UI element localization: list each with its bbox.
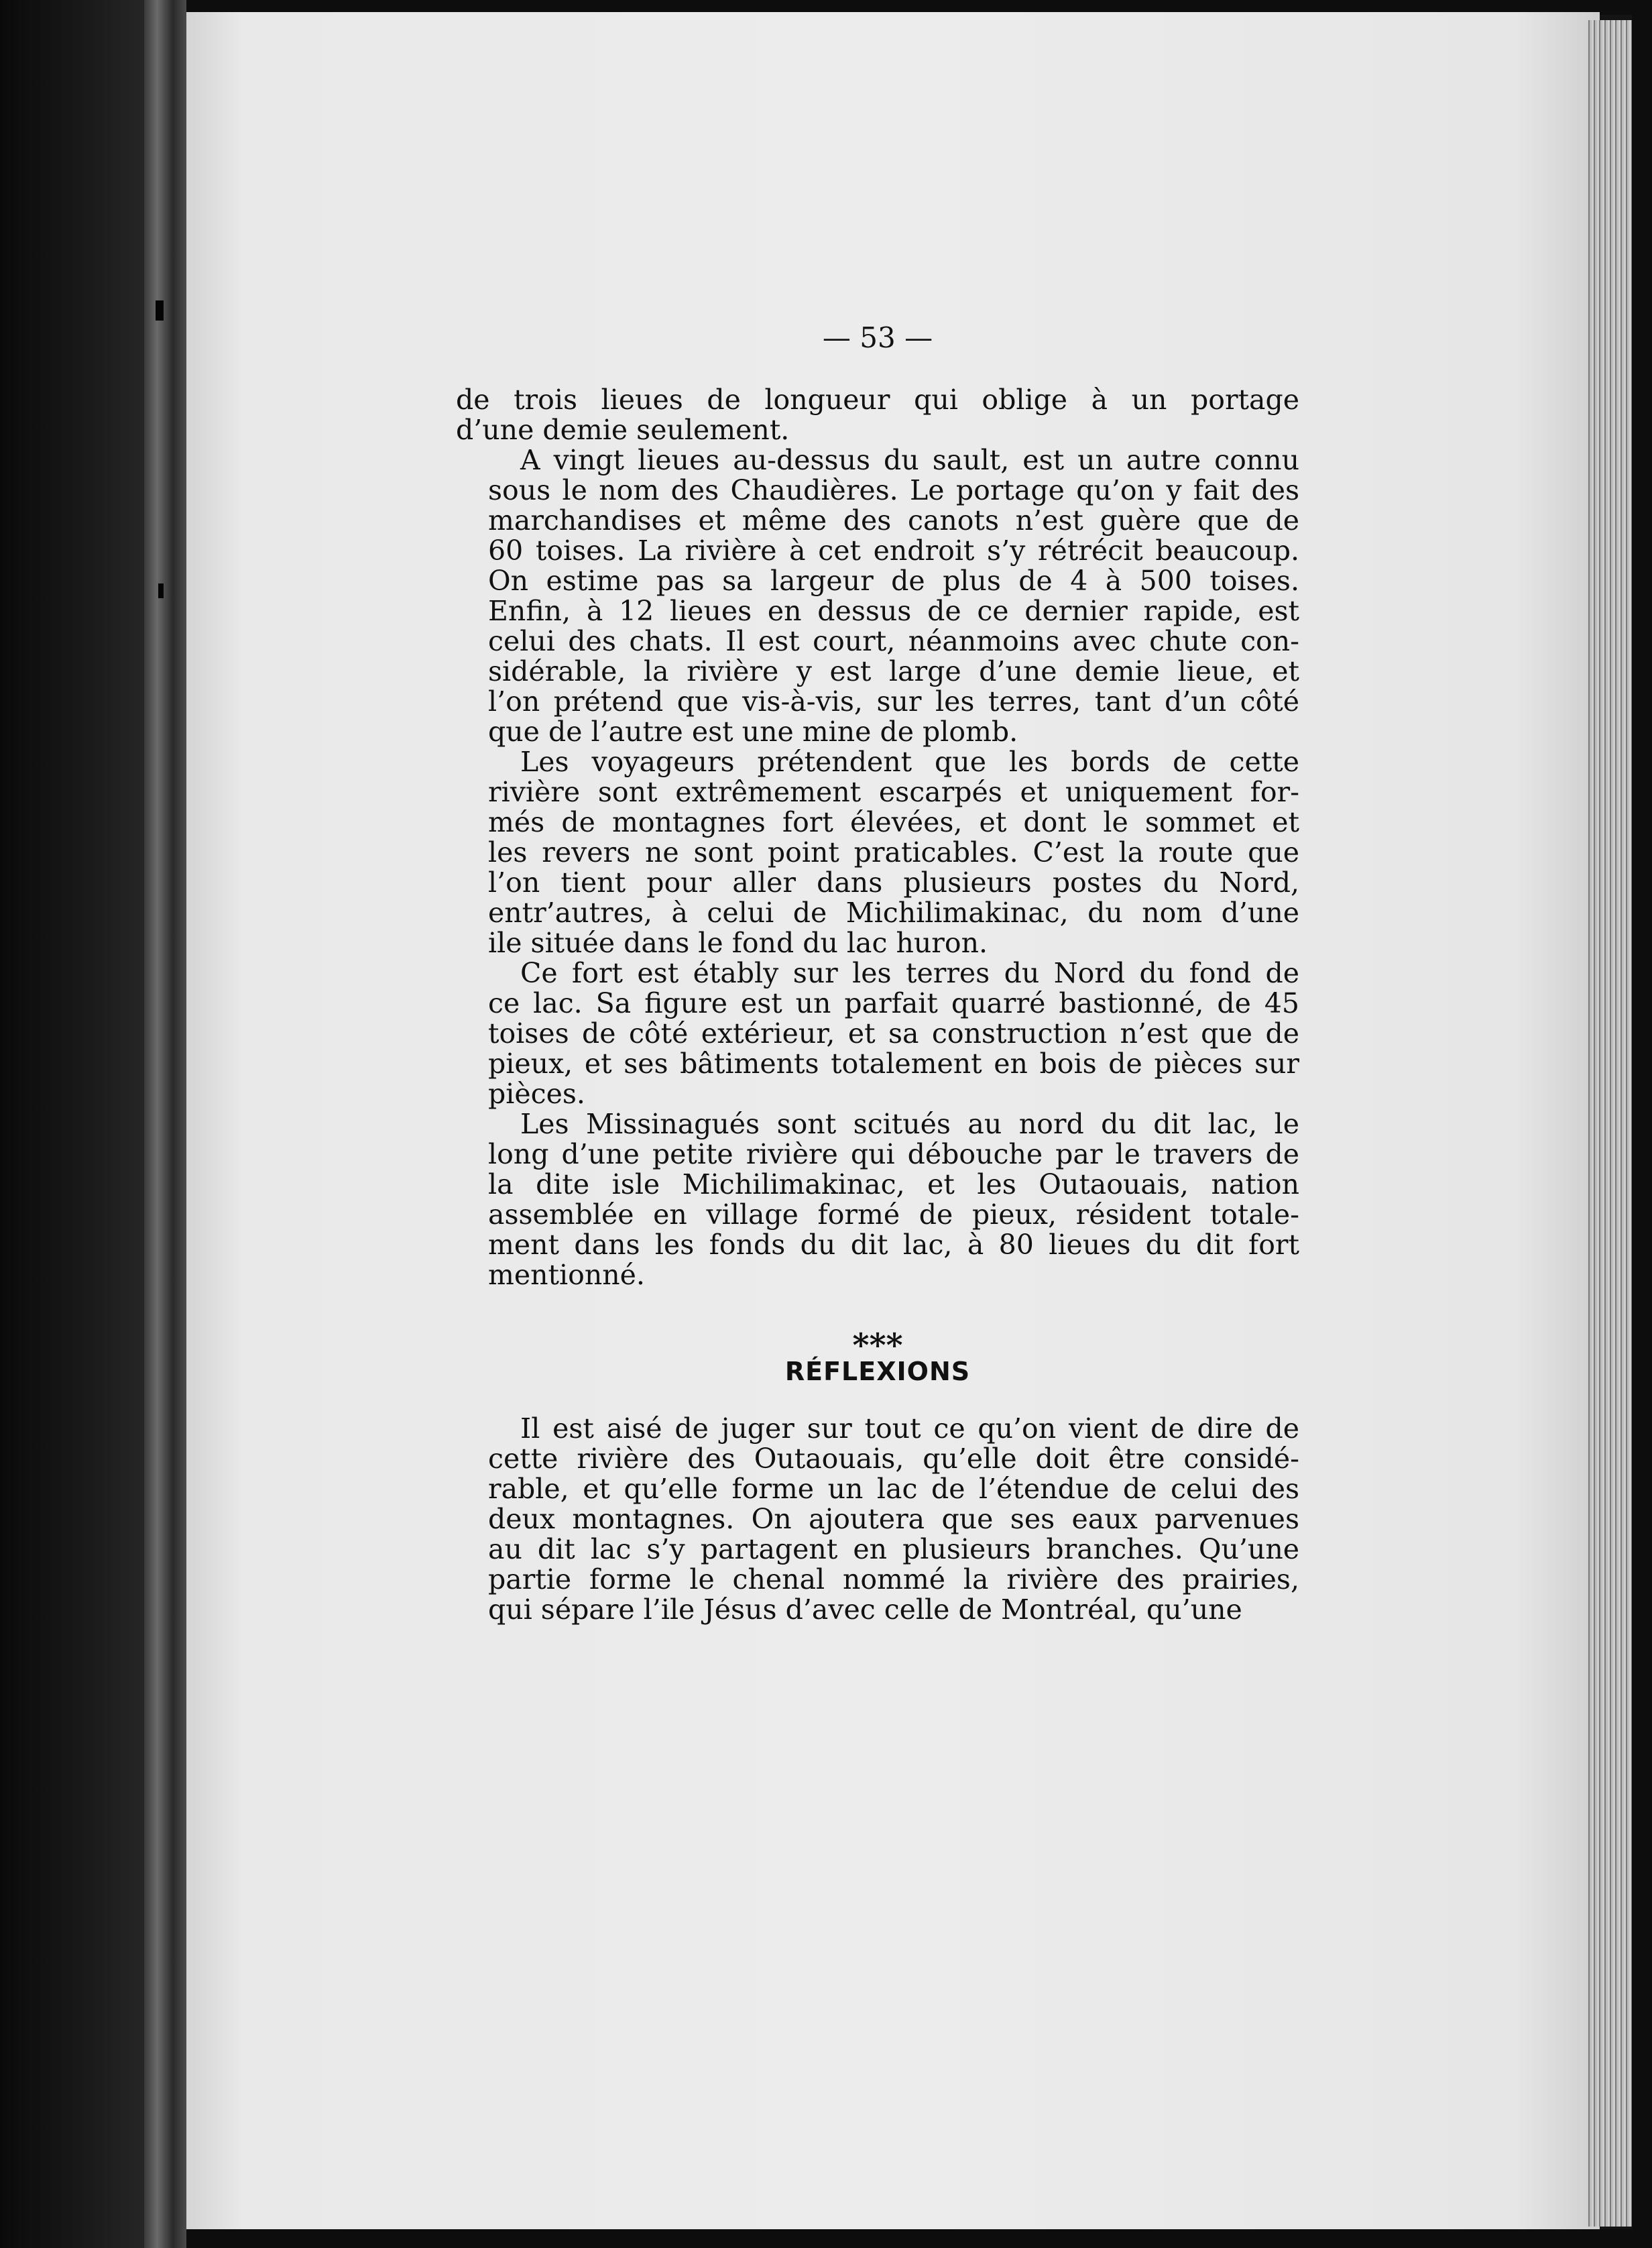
text-line: rable, et qu’elle forme un lac de l’étendue de celui des [488, 1473, 1299, 1505]
paragraph [456, 1414, 1299, 1625]
text-line: Enfin, à 12 lieues en dessus de ce dernier rapide, est [488, 595, 1299, 627]
paragraph [456, 747, 1299, 958]
text-line: rivière sont extrêmement escarpés et uniquement for- [488, 776, 1299, 808]
text-line: Ce fort est étably sur les terres du Nord du fond de [520, 957, 1299, 989]
text-line: d’une demie seulement. [456, 414, 790, 446]
scanner-background-left [0, 0, 168, 2248]
text-line: sidérable, la rivière y est large d’une demie lieue, et [488, 655, 1299, 687]
text-line: celui des chats. Il est court, néanmoins avec chute con- [488, 625, 1299, 657]
paragraph [456, 958, 1299, 1109]
section-heading: RÉFLEXIONS [784, 1357, 971, 1386]
text-line: Les Missinagués sont scitués au nord du dit lac, le [520, 1108, 1299, 1140]
text-line: l’on tient pour aller dans plusieurs postes du Nord, [488, 866, 1299, 899]
text-line: pieux, et ses bâtiments totalement en bois de pièces sur [488, 1048, 1299, 1080]
section-body [456, 385, 1299, 1290]
text-line: l’on prétend que vis-à-vis, sur les terres, tant d’un côté [488, 685, 1299, 718]
text-line: assemblée en village formé de pieux, résident totale- [488, 1198, 1299, 1231]
page-number: — 53 — [822, 321, 933, 354]
page-edges [1586, 20, 1632, 2227]
binding-mark [158, 583, 164, 598]
text-line: deux montagnes. On ajoutera que ses eaux parvenues [488, 1503, 1299, 1535]
text-line: au dit lac s’y partagent en plusieurs branches. Qu’une [488, 1533, 1299, 1565]
paragraph [456, 385, 1299, 445]
text-line: pièces. [488, 1078, 585, 1110]
text-line: la dite isle Michilimakinac, et les Outaouais, nation [488, 1168, 1299, 1200]
text-line: qui sépare l’ile Jésus d’avec celle de Montréal, qu’une [488, 1593, 1242, 1626]
asterism-divider: ⁎⁎⁎ [852, 1318, 903, 1355]
text-line: sous le nom des Chaudières. Le portage qu’on y fait des [488, 474, 1299, 506]
text-line: 60 toises. La rivière à cet endroit s’y rétrécit beaucoup. [488, 535, 1299, 567]
text-line: ment dans les fonds du dit lac, à 80 lieues du dit fort [488, 1229, 1299, 1261]
text-line: les revers ne sont point praticables. C’est la route que [488, 836, 1299, 868]
text-line: més de montagnes fort élevées, et dont le sommet et [488, 806, 1299, 838]
paragraph [456, 445, 1299, 747]
text-line: On estime pas sa largeur de plus de 4 à 500 toises. [488, 565, 1299, 597]
paragraph [456, 1109, 1299, 1290]
text-line: entr’autres, à celui de Michilimakinac, du nom d’une [488, 897, 1299, 929]
text-line: de trois lieues de longueur qui oblige à un portage [456, 384, 1299, 416]
text-line: que de l’autre est une mine de plomb. [488, 716, 1018, 748]
text-line: ce lac. Sa figure est un parfait quarré bastionné, de 45 [488, 987, 1299, 1019]
text-line: Les voyageurs prétendent que les bords de cette [520, 746, 1299, 778]
text-line: marchandises et même des canots n’est guère que de [488, 504, 1299, 537]
text-line: A vingt lieues au-dessus du sault, est un autre connu [520, 444, 1299, 476]
text-line: ile située dans le fond du lac huron. [488, 927, 988, 959]
page-text-block [456, 322, 1299, 1625]
text-line: long d’une petite rivière qui débouche par le travers de [488, 1138, 1299, 1170]
text-line: partie forme le chenal nommé la rivière des prairies, [488, 1563, 1299, 1595]
scanner-background-bottom [186, 2229, 1652, 2248]
section-reflexions-body [456, 1414, 1299, 1625]
scanner-background-right [1632, 13, 1652, 2248]
text-line: mentionné. [488, 1259, 645, 1291]
binding-mark [156, 300, 164, 321]
text-line: cette rivière des Outaouais, qu’elle doit être considé- [488, 1443, 1299, 1475]
text-line: Il est aisé de juger sur tout ce qu’on vient de dire de [520, 1412, 1299, 1445]
text-line: toises de côté extérieur, et sa construction n’est que de [488, 1017, 1299, 1050]
